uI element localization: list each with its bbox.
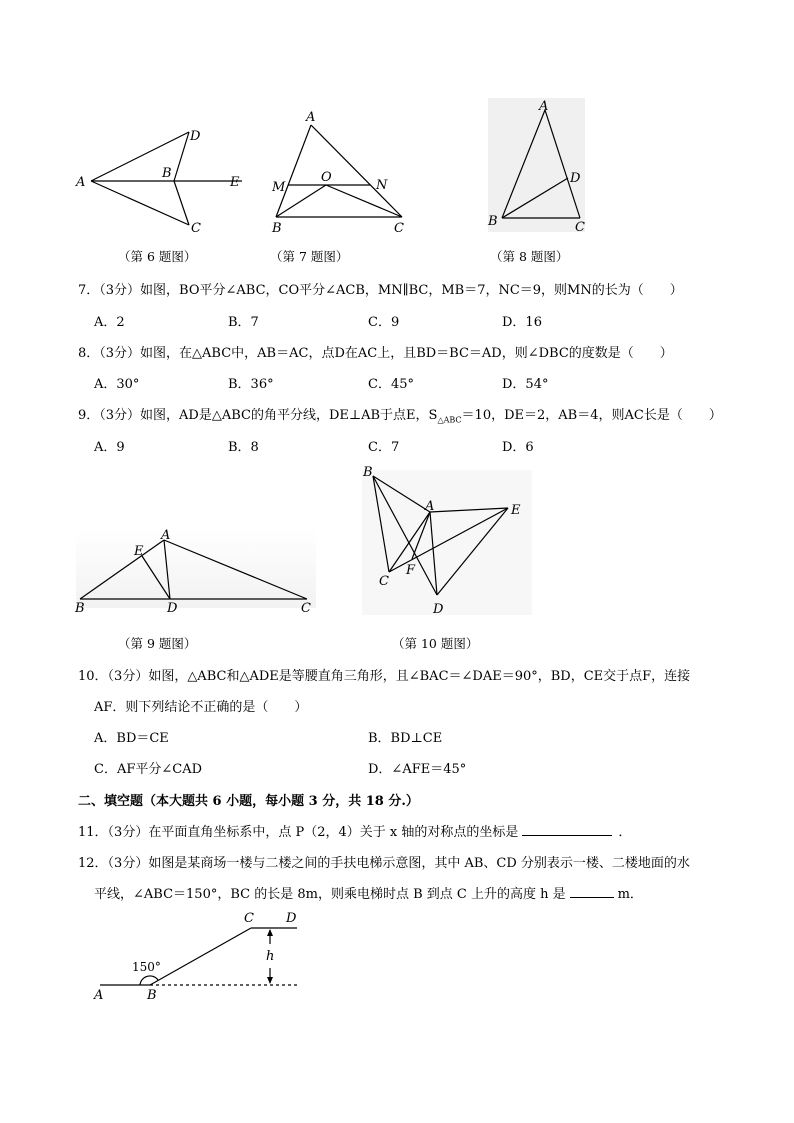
fig8-label-d: D bbox=[570, 171, 581, 186]
fig9-label-e: E bbox=[134, 544, 144, 559]
q7-option-a: A．2 bbox=[94, 315, 125, 330]
question-7-stem: 7．（3分）如图，BO平分∠ABC，CO平分∠ACB，MN∥BC，MB＝7，NC＝9，则MN的长为（ ） bbox=[78, 283, 683, 298]
question-12-stem-line1: 12．（3分）如图是某商场一楼与二楼之间的手扶电梯示意图，其中 AB、CD 分别表示一楼、二楼地面的水 bbox=[78, 856, 690, 871]
q11-stem-part-b: ． bbox=[618, 825, 632, 840]
q11-stem-part-a: 11．（3分）在平面直角坐标系中，点 P（2，4）关于 x 轴的对称点的坐标是 bbox=[78, 825, 519, 840]
fig12-label-h: h bbox=[266, 949, 275, 964]
fig9-caption: （第 9 题图） bbox=[118, 636, 197, 651]
fig6-caption: （第 6 题图） bbox=[118, 249, 197, 264]
q9-option-a: A．9 bbox=[94, 440, 125, 455]
fig10-caption: （第 10 题图） bbox=[392, 636, 479, 651]
fig8-caption: （第 8 题图） bbox=[490, 249, 569, 264]
q8-option-a: A．30° bbox=[94, 377, 140, 392]
question-8-stem: 8．（3分）如图，在△ABC中，AB＝AC，点D在AC上，且BD＝BC＝AD，则∠DBC的度数是（ ） bbox=[78, 346, 673, 361]
fig7-label-n: N bbox=[376, 178, 388, 193]
fig7-label-a: A bbox=[306, 110, 316, 125]
q7-option-d: D．16 bbox=[502, 315, 542, 330]
fig10-label-e: E bbox=[511, 503, 521, 518]
fig8-label-b: B bbox=[488, 214, 498, 229]
q7-option-c: C．9 bbox=[368, 315, 400, 330]
q9-stem-part-a: 9．（3分）如图，AD是△ABC的角平分线，DE⊥AB于点E，S bbox=[78, 408, 438, 423]
q8-option-d: D．54° bbox=[502, 377, 549, 392]
figure-9 bbox=[70, 522, 320, 622]
q8-option-b: B．36° bbox=[228, 377, 274, 392]
q7-option-b: B．7 bbox=[228, 315, 259, 330]
fig7-caption: （第 7 题图） bbox=[270, 249, 349, 264]
figure-8 bbox=[484, 98, 594, 236]
fig7-label-b: B bbox=[272, 221, 282, 236]
question-10-stem-line2: AF．则下列结论不正确的是（ ） bbox=[94, 700, 308, 715]
q8-option-c: C．45° bbox=[368, 377, 414, 392]
q9-option-b: B．8 bbox=[228, 440, 259, 455]
fig7-label-m: M bbox=[272, 180, 286, 195]
fig10-label-f: F bbox=[406, 563, 416, 578]
fig6-label-b: B bbox=[162, 166, 172, 181]
fig10-label-c: C bbox=[379, 574, 389, 589]
q12-answer-blank[interactable] bbox=[570, 885, 614, 898]
fig12-label-b: B bbox=[147, 988, 157, 1003]
q9-option-c: C．7 bbox=[368, 440, 400, 455]
q10-option-a: A．BD＝CE bbox=[94, 731, 169, 746]
fig10-label-d: D bbox=[433, 602, 444, 617]
fig9-label-a: A bbox=[161, 528, 171, 543]
fig12-label-angle: 150° bbox=[132, 960, 161, 974]
fig6-label-e: E bbox=[230, 175, 240, 190]
q9-stem-part-b: ＝10，DE＝2，AB＝4，则AC长是（ ） bbox=[461, 408, 722, 423]
q12-stem-part-a: 平线，∠ABC＝150°，BC 的长是 8m，则乘电梯时点 B 到点 C 上升的高度 h 是 bbox=[94, 887, 566, 902]
fig8-label-c: C bbox=[575, 220, 585, 235]
fig7-label-o: O bbox=[321, 170, 332, 185]
fig6-label-c: C bbox=[191, 221, 201, 236]
fig6-label-d: D bbox=[190, 129, 201, 144]
question-12-stem-line2 bbox=[94, 883, 643, 902]
fig12-label-c: C bbox=[244, 911, 254, 926]
figure-12 bbox=[86, 908, 306, 1003]
fig10-label-b: B bbox=[363, 465, 373, 480]
q10-option-b: B．BD⊥CE bbox=[368, 731, 443, 746]
question-10-stem-line1: 10．（3分）如图，△ABC和△ADE是等腰直角三角形，且∠BAC＝∠DAE＝90°，BD，CE交于点F，连接 bbox=[78, 669, 691, 684]
fig7-label-c: C bbox=[394, 221, 404, 236]
fig9-label-d: D bbox=[167, 601, 178, 616]
q10-option-c: C．AF平分∠CAD bbox=[94, 762, 203, 777]
section-2-heading: 二、填空题（本大题共 6 小题，每小题 3 分，共 18 分.） bbox=[78, 794, 419, 809]
figure-6 bbox=[70, 120, 260, 240]
question-9-stem bbox=[78, 404, 722, 425]
fig6-label-a: A bbox=[76, 175, 86, 190]
q9-stem-subscript: △ABC bbox=[437, 415, 462, 425]
fig12-label-d: D bbox=[286, 911, 297, 926]
fig12-label-a: A bbox=[94, 988, 104, 1003]
question-11-stem bbox=[78, 821, 631, 840]
q9-option-d: D．6 bbox=[502, 440, 534, 455]
figure-7 bbox=[266, 105, 416, 240]
q10-option-d: D．∠AFE＝45° bbox=[368, 762, 467, 777]
q12-stem-part-b: m． bbox=[617, 887, 643, 902]
fig9-label-b: B bbox=[75, 601, 85, 616]
q11-answer-blank[interactable] bbox=[522, 823, 612, 836]
fig8-label-a: A bbox=[539, 99, 549, 114]
fig9-label-c: C bbox=[301, 601, 311, 616]
fig10-label-a: A bbox=[425, 499, 435, 514]
figure-10 bbox=[360, 462, 535, 622]
